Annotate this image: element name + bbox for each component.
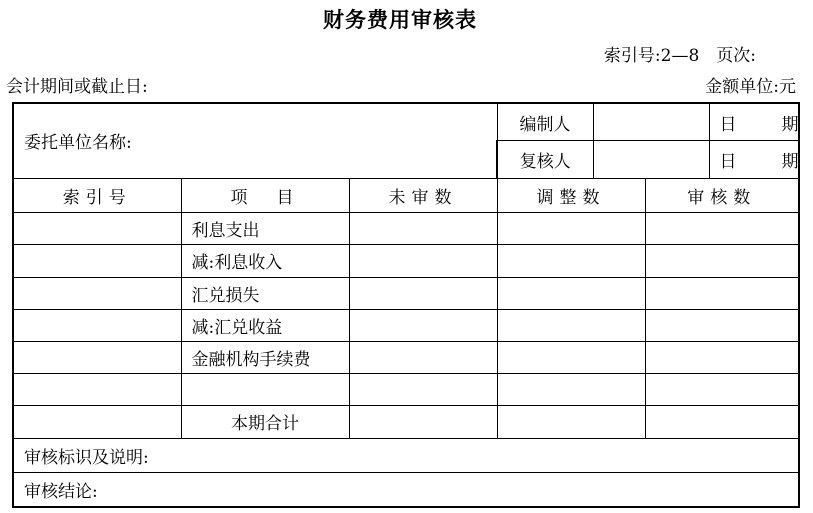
- index-cell[interactable]: [13, 341, 181, 373]
- total-label: 本期合计: [181, 406, 349, 438]
- table-row: [13, 374, 799, 406]
- column-header-item: 项 目: [181, 178, 349, 212]
- table-row: [13, 245, 799, 277]
- prepared-by-label: 编制人: [497, 103, 593, 141]
- index-cell[interactable]: [13, 245, 181, 277]
- adjustment-cell[interactable]: [497, 213, 645, 245]
- item-cell: 金融机构手续费: [181, 341, 349, 373]
- total-index-cell[interactable]: [13, 406, 181, 438]
- audited-cell[interactable]: [645, 277, 799, 309]
- unaudited-cell[interactable]: [349, 341, 497, 373]
- unaudited-cell[interactable]: [349, 277, 497, 309]
- total-audited-cell[interactable]: [645, 406, 799, 438]
- prepared-by-value[interactable]: [593, 103, 709, 141]
- unaudited-cell[interactable]: [349, 245, 497, 277]
- audit-conclusion-label: 审核结论:: [13, 472, 799, 507]
- unaudited-cell[interactable]: [349, 374, 497, 406]
- audit-conclusion-row[interactable]: [13, 472, 799, 507]
- unaudited-cell[interactable]: [349, 309, 497, 341]
- item-cell: 汇兑损失: [181, 277, 349, 309]
- date-label-prepared: 日 期: [709, 103, 799, 141]
- accounting-period-label: 会计期间或截止日:: [6, 77, 148, 97]
- amount-unit-label: 金额单位:元: [705, 77, 796, 97]
- table-row: [13, 213, 799, 245]
- column-header-audited: 审核数: [645, 178, 799, 212]
- item-cell: 减:利息收入: [181, 245, 349, 277]
- reviewed-by-label: 复核人: [497, 141, 593, 179]
- total-row: [13, 406, 799, 438]
- index-number-and-page: 索引号:2—8 页次:: [603, 46, 756, 66]
- client-name-label: 委托单位名称:: [13, 103, 497, 178]
- date-label-reviewed: 日 期: [709, 141, 799, 179]
- form-title: 财务费用审核表: [323, 8, 477, 32]
- header-row-preparer: [13, 103, 799, 141]
- audited-cell[interactable]: [645, 213, 799, 245]
- index-cell[interactable]: [13, 277, 181, 309]
- table-row: [13, 277, 799, 309]
- audit-notes-row[interactable]: [13, 438, 799, 472]
- audited-cell[interactable]: [645, 341, 799, 373]
- reviewed-by-value[interactable]: [593, 141, 709, 179]
- audit-notes-label: 审核标识及说明:: [13, 438, 799, 472]
- column-header-row: [13, 178, 799, 212]
- item-cell[interactable]: [181, 374, 349, 406]
- table-row: [13, 309, 799, 341]
- audited-cell[interactable]: [645, 309, 799, 341]
- adjustment-cell[interactable]: [497, 341, 645, 373]
- unaudited-cell[interactable]: [349, 213, 497, 245]
- column-header-adjustment: 调整数: [497, 178, 645, 212]
- column-header-index: 索引号: [13, 178, 181, 212]
- index-cell[interactable]: [13, 309, 181, 341]
- item-cell: 利息支出: [181, 213, 349, 245]
- adjustment-cell[interactable]: [497, 309, 645, 341]
- index-cell[interactable]: [13, 374, 181, 406]
- table-row: [13, 341, 799, 373]
- adjustment-cell[interactable]: [497, 245, 645, 277]
- index-cell[interactable]: [13, 213, 181, 245]
- total-unaudited-cell[interactable]: [349, 406, 497, 438]
- audited-cell[interactable]: [645, 245, 799, 277]
- adjustment-cell[interactable]: [497, 374, 645, 406]
- audited-cell[interactable]: [645, 374, 799, 406]
- financial-expense-audit-table: [12, 102, 813, 508]
- column-header-unaudited: 未审数: [349, 178, 497, 212]
- item-cell: 减:汇兑收益: [181, 309, 349, 341]
- adjustment-cell[interactable]: [497, 277, 645, 309]
- total-adjustment-cell[interactable]: [497, 406, 645, 438]
